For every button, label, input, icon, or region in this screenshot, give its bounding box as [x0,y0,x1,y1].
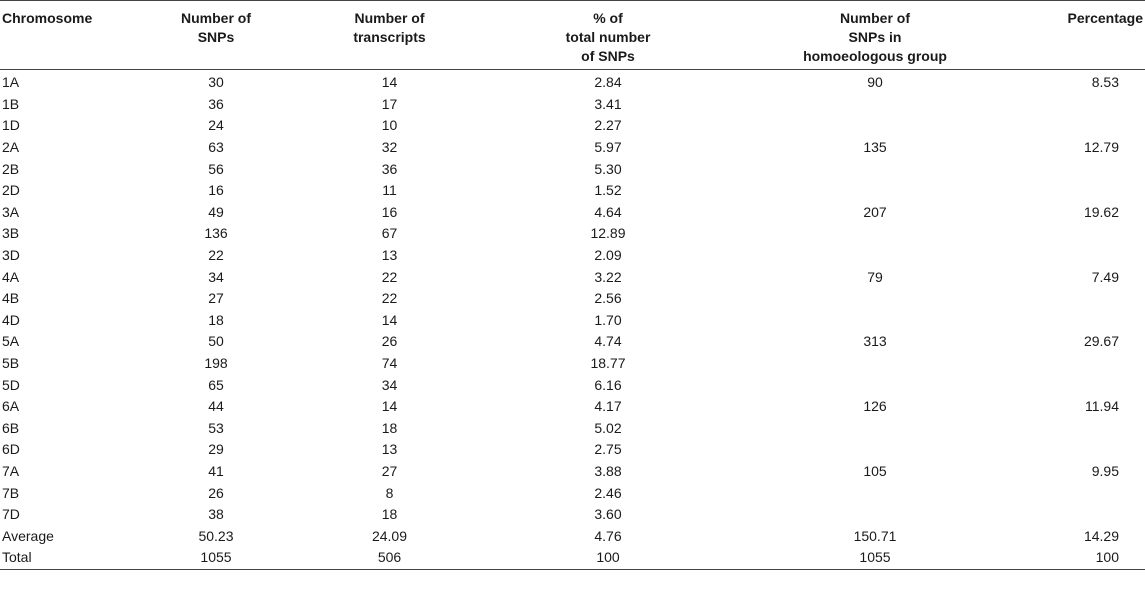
cell-percent-of-total-snps: 3.22 [594,268,622,285]
cell-number-of-snps: 41 [208,462,224,479]
cell-percentage: 9.95 [1091,462,1119,479]
cell-snps-in-homoeologous-group [719,180,1031,202]
cell-number-of-snps: 16 [208,182,224,199]
table-header [0,1,1145,70]
cell-snps-in-homoeologous-group [719,115,1031,137]
cell-percentage [1031,115,1145,137]
cell-percent-of-total-snps: 4.76 [594,527,622,544]
table-row [0,353,1145,375]
cell-number-of-snps: 29 [208,441,224,458]
table-row [0,266,1145,288]
header-row [0,1,1145,70]
cell-percentage [1031,353,1145,375]
cell-snps-in-homoeologous-group [719,374,1031,396]
cell-chromosome: 5B [2,355,20,372]
cell-snps-in-homoeologous-group: 90 [867,74,883,91]
cell-percent-of-total-snps: 3.60 [594,506,622,523]
cell-chromosome: 3B [2,225,20,242]
cell-percentage [1031,374,1145,396]
cell-percent-of-total-snps: 100 [497,547,719,569]
cell-snps-in-homoeologous-group: 150.71 [853,527,897,544]
cell-percentage [1031,504,1145,526]
table-row [0,331,1145,353]
cell-percentage: 29.67 [1083,333,1119,350]
table-row [0,115,1145,137]
cell-percentage: 12.79 [1083,139,1119,156]
cell-percent-of-total-snps: 18.77 [590,355,626,372]
cell-percent-of-total-snps: 4.64 [594,203,622,220]
cell-snps-in-homoeologous-group [719,223,1031,245]
cell-number-of-transcripts: 18 [381,419,398,436]
cell-number-of-transcripts: 14 [381,398,398,415]
cell-chromosome: Total [0,547,150,569]
table-row [0,202,1145,224]
cell-snps-in-homoeologous-group [719,353,1031,375]
cell-chromosome: 1B [2,95,20,112]
table-row [0,288,1145,310]
table-row [0,461,1145,483]
table-row [0,70,1145,94]
table-row [0,223,1145,245]
cell-number-of-snps: 136 [204,225,228,242]
cell-number-of-transcripts: 14 [381,74,398,91]
cell-snps-in-homoeologous-group: 135 [863,139,887,156]
cell-snps-in-homoeologous-group [719,439,1031,461]
cell-percent-of-total-snps: 5.02 [594,419,622,436]
cell-number-of-transcripts: 506 [282,547,497,569]
header-snps-in-homoeologous-group: Number of SNPs in homoeologous group [719,1,1031,70]
cell-chromosome: 7B [2,484,20,501]
cell-number-of-transcripts: 10 [381,117,398,134]
table-row [0,396,1145,418]
cell-number-of-snps: 49 [208,203,224,220]
cell-chromosome: 7D [2,506,20,523]
table-body [0,70,1145,570]
cell-number-of-snps: 65 [208,376,224,393]
cell-number-of-snps: 24 [208,117,224,134]
cell-percent-of-total-snps: 2.27 [594,117,622,134]
cell-chromosome: 1D [2,117,20,134]
cell-percentage: 14.29 [1083,527,1119,544]
cell-chromosome: 3A [2,203,20,220]
table-row [0,245,1145,267]
cell-number-of-snps: 38 [208,506,224,523]
cell-chromosome: 6D [2,441,20,458]
cell-percentage [1031,245,1145,267]
cell-chromosome: 7A [2,462,20,479]
cell-chromosome: 2D [2,182,20,199]
cell-chromosome: 6A [2,398,20,415]
cell-percentage [1031,94,1145,116]
cell-chromosome: 5A [2,333,20,350]
cell-percent-of-total-snps: 4.74 [594,333,622,350]
cell-percent-of-total-snps: 1.70 [594,311,622,328]
cell-snps-in-homoeologous-group [719,288,1031,310]
cell-percentage [1031,439,1145,461]
cell-percentage [1031,180,1145,202]
cell-percentage: 7.49 [1091,268,1119,285]
cell-chromosome: 2A [2,139,20,156]
cell-snps-in-homoeologous-group [719,245,1031,267]
cell-number-of-snps: 1055 [150,547,282,569]
cell-snps-in-homoeologous-group [719,482,1031,504]
cell-snps-in-homoeologous-group: 79 [867,268,883,285]
cell-percentage [1031,158,1145,180]
cell-number-of-transcripts: 8 [385,484,394,501]
table-row [0,310,1145,332]
cell-chromosome: 5D [2,376,20,393]
cell-number-of-transcripts: 13 [381,441,398,458]
table-row [0,525,1145,547]
cell-percent-of-total-snps: 2.75 [594,441,622,458]
cell-snps-in-homoeologous-group [719,158,1031,180]
cell-number-of-transcripts: 36 [381,160,398,177]
cell-number-of-transcripts: 14 [381,311,398,328]
cell-percentage: 19.62 [1083,203,1119,220]
cell-percentage [1031,418,1145,440]
cell-number-of-snps: 34 [208,268,224,285]
table-row [0,158,1145,180]
cell-number-of-transcripts: 32 [381,139,398,156]
cell-number-of-snps: 63 [208,139,224,156]
cell-percentage [1031,310,1145,332]
cell-percentage [1031,482,1145,504]
cell-chromosome: 1A [2,74,20,91]
cell-chromosome: 2B [2,160,20,177]
cell-number-of-snps: 53 [208,419,224,436]
cell-percent-of-total-snps: 2.46 [594,484,622,501]
cell-percent-of-total-snps: 12.89 [590,225,626,242]
cell-percent-of-total-snps: 3.88 [594,462,622,479]
cell-number-of-transcripts: 34 [381,376,398,393]
cell-percent-of-total-snps: 5.30 [594,160,622,177]
cell-number-of-snps: 22 [208,247,224,264]
cell-percent-of-total-snps: 1.52 [594,182,622,199]
cell-number-of-transcripts: 74 [381,355,398,372]
cell-number-of-snps: 18 [208,311,224,328]
cell-number-of-transcripts: 18 [381,506,398,523]
table-row [0,439,1145,461]
table-row [0,547,1145,569]
header-chromosome: Chromosome [0,1,150,70]
table-row [0,482,1145,504]
cell-percent-of-total-snps: 2.84 [594,74,622,91]
cell-number-of-transcripts: 26 [381,333,398,350]
cell-snps-in-homoeologous-group: 207 [863,203,887,220]
cell-percent-of-total-snps: 3.41 [594,95,622,112]
cell-number-of-snps: 198 [204,355,228,372]
cell-percent-of-total-snps: 2.09 [594,247,622,264]
cell-snps-in-homoeologous-group: 126 [863,398,887,415]
cell-number-of-transcripts: 22 [381,268,398,285]
cell-number-of-transcripts: 22 [381,290,398,307]
table-row [0,137,1145,159]
cell-number-of-transcripts: 27 [381,462,398,479]
cell-chromosome: 4D [2,311,20,328]
cell-snps-in-homoeologous-group [719,310,1031,332]
cell-number-of-snps: 50 [208,333,224,350]
header-number-of-transcripts: Number of transcripts [282,1,497,70]
cell-number-of-snps: 26 [208,484,224,501]
cell-number-of-transcripts: 24.09 [371,527,408,544]
cell-snps-in-homoeologous-group [719,94,1031,116]
cell-chromosome: 4A [2,268,20,285]
cell-number-of-snps: 44 [208,398,224,415]
cell-chromosome: Average [2,527,54,544]
cell-percent-of-total-snps: 6.16 [594,376,622,393]
cell-percentage [1031,223,1145,245]
cell-number-of-transcripts: 17 [381,95,398,112]
cell-number-of-snps: 27 [208,290,224,307]
cell-snps-in-homoeologous-group [719,504,1031,526]
table-row [0,418,1145,440]
cell-snps-in-homoeologous-group: 313 [863,333,887,350]
cell-snps-in-homoeologous-group: 1055 [719,547,1031,569]
cell-chromosome: 3D [2,247,20,264]
table-row [0,374,1145,396]
cell-percent-of-total-snps: 2.56 [594,290,622,307]
cell-number-of-snps: 50.23 [198,527,234,544]
cell-chromosome: 4B [2,290,20,307]
table-row [0,504,1145,526]
cell-snps-in-homoeologous-group: 105 [863,462,887,479]
header-number-of-snps: Number of SNPs [150,1,282,70]
cell-percent-of-total-snps: 4.17 [594,398,622,415]
cell-percent-of-total-snps: 5.97 [594,139,622,156]
cell-number-of-transcripts: 16 [381,203,398,220]
cell-percentage [1031,288,1145,310]
cell-number-of-transcripts: 11 [382,182,397,199]
cell-snps-in-homoeologous-group [719,418,1031,440]
cell-number-of-snps: 36 [208,95,224,112]
cell-percentage: 100 [1031,547,1145,569]
cell-number-of-snps: 30 [208,74,224,91]
cell-chromosome: 6B [2,419,20,436]
cell-number-of-transcripts: 13 [381,247,398,264]
table-row [0,180,1145,202]
cell-number-of-snps: 56 [208,160,224,177]
table-row [0,94,1145,116]
header-percent-of-total-snps: % of total number of SNPs [497,1,719,70]
header-percentage: Percentage [1031,1,1145,70]
cell-number-of-transcripts: 67 [381,225,398,242]
cell-percentage: 8.53 [1091,74,1119,91]
cell-percentage: 11.94 [1085,398,1119,415]
